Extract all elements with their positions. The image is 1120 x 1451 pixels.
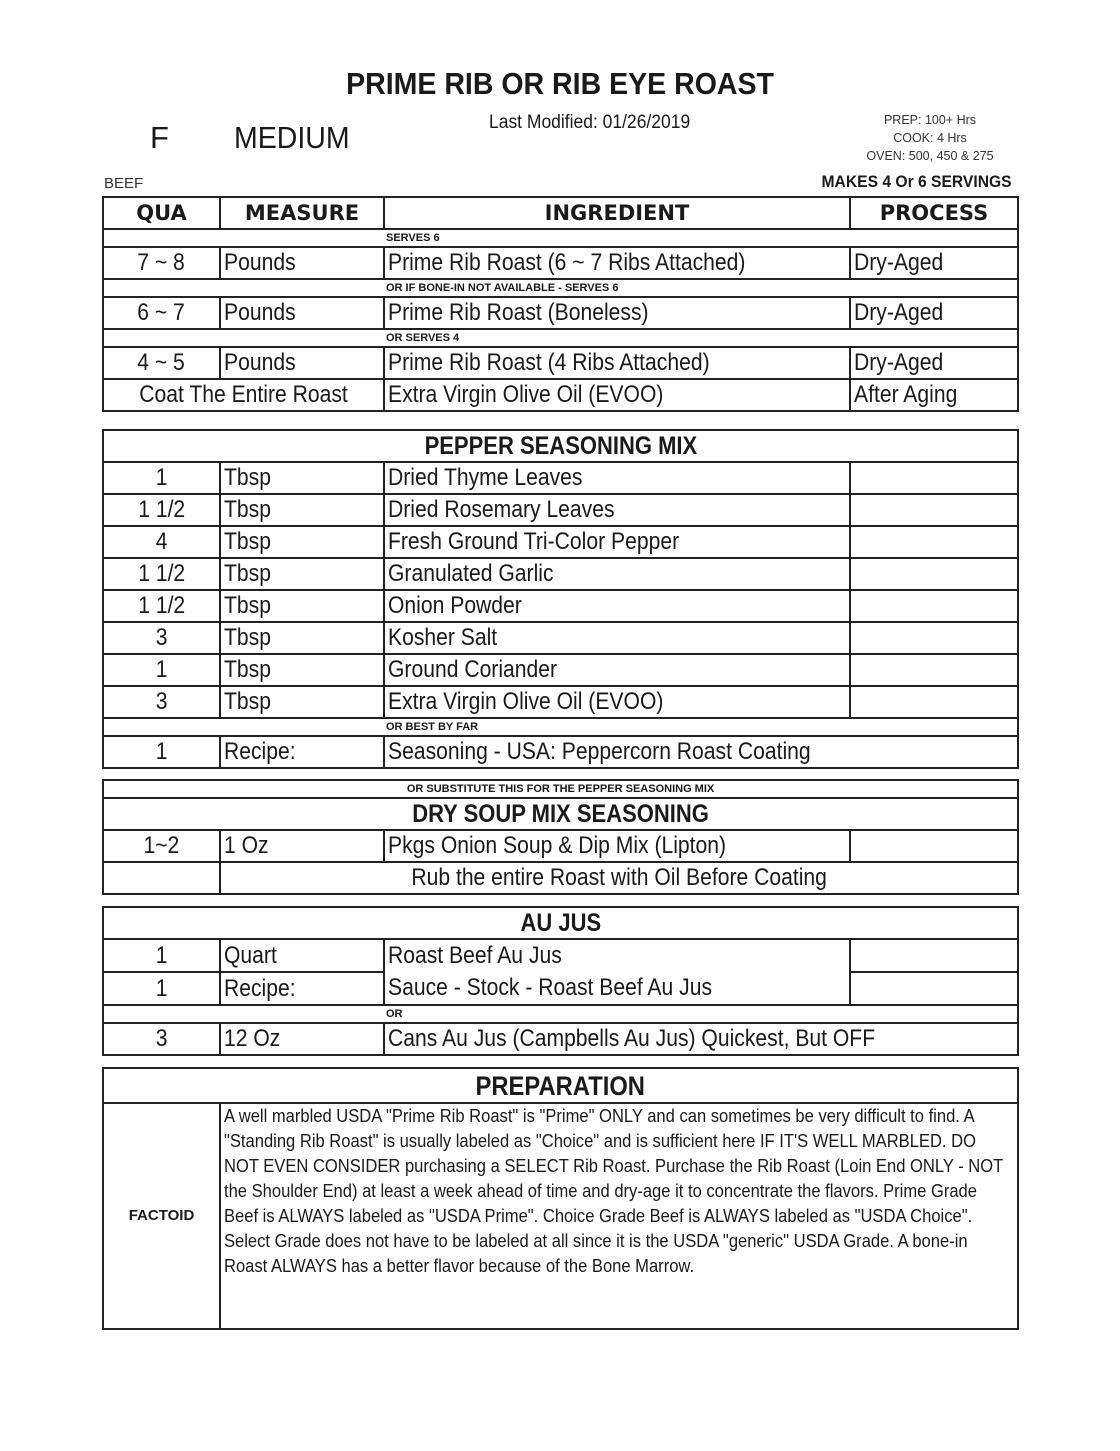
measure: 12 Oz	[224, 1025, 281, 1052]
qty: 1~2	[143, 832, 180, 859]
ingredient: Dried Thyme Leaves	[388, 464, 583, 491]
coat-instruction: Coat The Entire Roast	[139, 381, 348, 408]
column-header-process: PROCESS	[850, 197, 1018, 229]
cook-time: COOK: 4 Hrs	[893, 131, 967, 145]
qty: 1	[155, 464, 168, 491]
section-title: DRY SOUP MIX SEASONING	[412, 800, 709, 828]
factoid-label: FACTOID	[103, 1103, 220, 1329]
table-row	[103, 558, 1018, 590]
measure: Recipe:	[224, 738, 296, 765]
category: BEEF	[104, 175, 144, 192]
process: Dry-Aged	[854, 349, 944, 376]
last-modified: Last Modified: 01/26/2019	[489, 112, 691, 133]
ingredient: Prime Rib Roast (6 ~ 7 Ribs Attached)	[388, 249, 746, 276]
table-row	[103, 939, 1018, 972]
grade-label: MEDIUM	[234, 120, 350, 155]
recipe-title: PRIME RIB OR RIB EYE ROAST	[346, 66, 774, 101]
qty: 3	[155, 1025, 168, 1052]
ingredient: Kosher Salt	[388, 624, 498, 651]
instruction: Rub the entire Roast with Oil Before Coating	[411, 864, 827, 891]
qty: 1 1/2	[138, 560, 185, 587]
section-title: AU JUS	[520, 909, 601, 937]
pepper-seasoning-table	[102, 429, 1019, 769]
column-header-measure: MEASURE	[220, 197, 384, 229]
ingredient: Pkgs Onion Soup & Dip Mix (Lipton)	[388, 832, 727, 859]
qty: 1	[155, 656, 168, 683]
table-row	[103, 379, 1018, 411]
measure: 1 Oz	[224, 832, 269, 859]
preparation-table	[102, 1067, 1019, 1330]
ingredient: Ground Coriander	[388, 656, 558, 683]
table-row	[103, 590, 1018, 622]
section-title: PREPARATION	[475, 1070, 646, 1101]
measure: Tbsp	[224, 496, 271, 523]
measure: Quart	[224, 941, 277, 969]
process: After Aging	[854, 381, 958, 408]
measure: Tbsp	[224, 528, 271, 555]
qty: 3	[155, 624, 168, 651]
measure: Pounds	[224, 299, 296, 326]
table-row	[103, 830, 1018, 862]
measure: Tbsp	[224, 656, 271, 683]
factoid-row	[103, 1103, 1018, 1329]
qty: 1 1/2	[138, 592, 185, 619]
servings: MAKES 4 Or 6 SERVINGS	[821, 172, 1012, 191]
serving-note: SERVES 6	[103, 229, 1018, 247]
or-note: OR	[103, 1005, 1018, 1023]
empty-cell	[103, 862, 220, 894]
table-row	[103, 526, 1018, 558]
alt-note: OR BEST BY FAR	[103, 718, 1018, 736]
au-jus-table	[102, 906, 1019, 1056]
table-row	[103, 462, 1018, 494]
soup-mix-table	[102, 779, 1019, 895]
process	[850, 939, 1018, 972]
ingredient: Extra Virgin Olive Oil (EVOO)	[388, 381, 664, 408]
qty: 1 1/2	[138, 496, 185, 523]
measure: Pounds	[224, 349, 296, 376]
table-row	[103, 247, 1018, 279]
recipe-link[interactable]: Sauce - Stock - Roast Beef Au Jus	[388, 974, 713, 1001]
process	[850, 972, 1018, 1005]
table-row	[103, 494, 1018, 526]
qty: 1	[155, 941, 168, 969]
ingredient: Onion Powder	[388, 592, 522, 619]
serving-note: OR SERVES 4	[103, 329, 1018, 347]
ingredient: Prime Rib Roast (Boneless)	[388, 299, 649, 326]
ingredient: Prime Rib Roast (4 Ribs Attached)	[388, 349, 710, 376]
table-row	[103, 736, 1018, 768]
qty: 4 ~ 5	[137, 349, 186, 376]
column-header-ingredient: INGREDIENT	[384, 197, 850, 229]
section-title: PEPPER SEASONING MIX	[424, 432, 697, 460]
ingredient: Granulated Garlic	[388, 560, 554, 587]
table-row	[103, 654, 1018, 686]
table-row	[103, 1023, 1018, 1055]
ingredient: Dried Rosemary Leaves	[388, 496, 615, 523]
table-row	[103, 347, 1018, 379]
prep-time: PREP: 100+ Hrs	[883, 113, 977, 127]
table-row	[103, 622, 1018, 654]
serving-note: OR IF BONE-IN NOT AVAILABLE - SERVES 6	[103, 279, 1018, 297]
ingredient: Fresh Ground Tri-Color Pepper	[388, 528, 680, 555]
measure: Recipe:	[224, 974, 296, 1002]
column-header-qua: QUA	[103, 197, 220, 229]
ingredient: Cans Au Jus (Campbells Au Jus) Quickest, But OFF	[388, 1025, 876, 1052]
oven-temps: OVEN: 500, 450 & 275	[866, 149, 994, 163]
measure: Tbsp	[224, 688, 271, 715]
measure: Tbsp	[224, 624, 271, 651]
process: Dry-Aged	[854, 299, 944, 326]
recipe-link[interactable]: Seasoning - USA: Peppercorn Roast Coating	[388, 738, 811, 765]
qty: 1	[155, 974, 168, 1002]
main-ingredients-table	[102, 196, 1019, 412]
measure: Pounds	[224, 249, 296, 276]
grade-letter: F	[150, 120, 169, 155]
ingredient: Extra Virgin Olive Oil (EVOO)	[388, 688, 664, 715]
qty: 6 ~ 7	[137, 299, 186, 326]
qty: 4	[155, 528, 168, 555]
column-header-row	[103, 197, 1018, 229]
table-row	[103, 297, 1018, 329]
table-row	[103, 862, 1018, 894]
qty: 7 ~ 8	[137, 249, 186, 276]
ingredient: Roast Beef Au Jus	[388, 942, 562, 969]
measure: Tbsp	[224, 592, 271, 619]
measure: Tbsp	[224, 464, 271, 491]
qty: 1	[155, 738, 168, 765]
substitute-note: OR SUBSTITUTE THIS FOR THE PEPPER SEASONING MIX	[103, 780, 1018, 798]
qty: 3	[155, 688, 168, 715]
measure: Tbsp	[224, 560, 271, 587]
process: Dry-Aged	[854, 249, 944, 276]
time-info	[850, 111, 1010, 165]
table-row	[103, 686, 1018, 718]
process	[850, 830, 1018, 862]
factoid-text: A well marbled USDA "Prime Rib Roast" is "Prime" ONLY and can sometimes be very difficult to find. A "Standing Rib Roast" is usually labeled as "Choice" and is sufficient here IF IT'S WELL MARBLED. DO NOT EVEN CONSIDER purchasing a SELECT Rib Roast. Purchase the Rib Roast (Loin End ONLY - NOT the Shoulder End) at least a week ahead of time and dry-age it to concentrate the flavors. Prime Grade Beef is ALWAYS labeled as "USDA Prime". Choice Grade Beef is ALWAYS labeled as "USDA Choice". Select Grade does not have to be labeled at all since it is the USDA "generic" USDA Grade. A bone-in Roast ALWAYS has a better flavor because of the Bone Marrow.	[224, 1106, 1003, 1276]
